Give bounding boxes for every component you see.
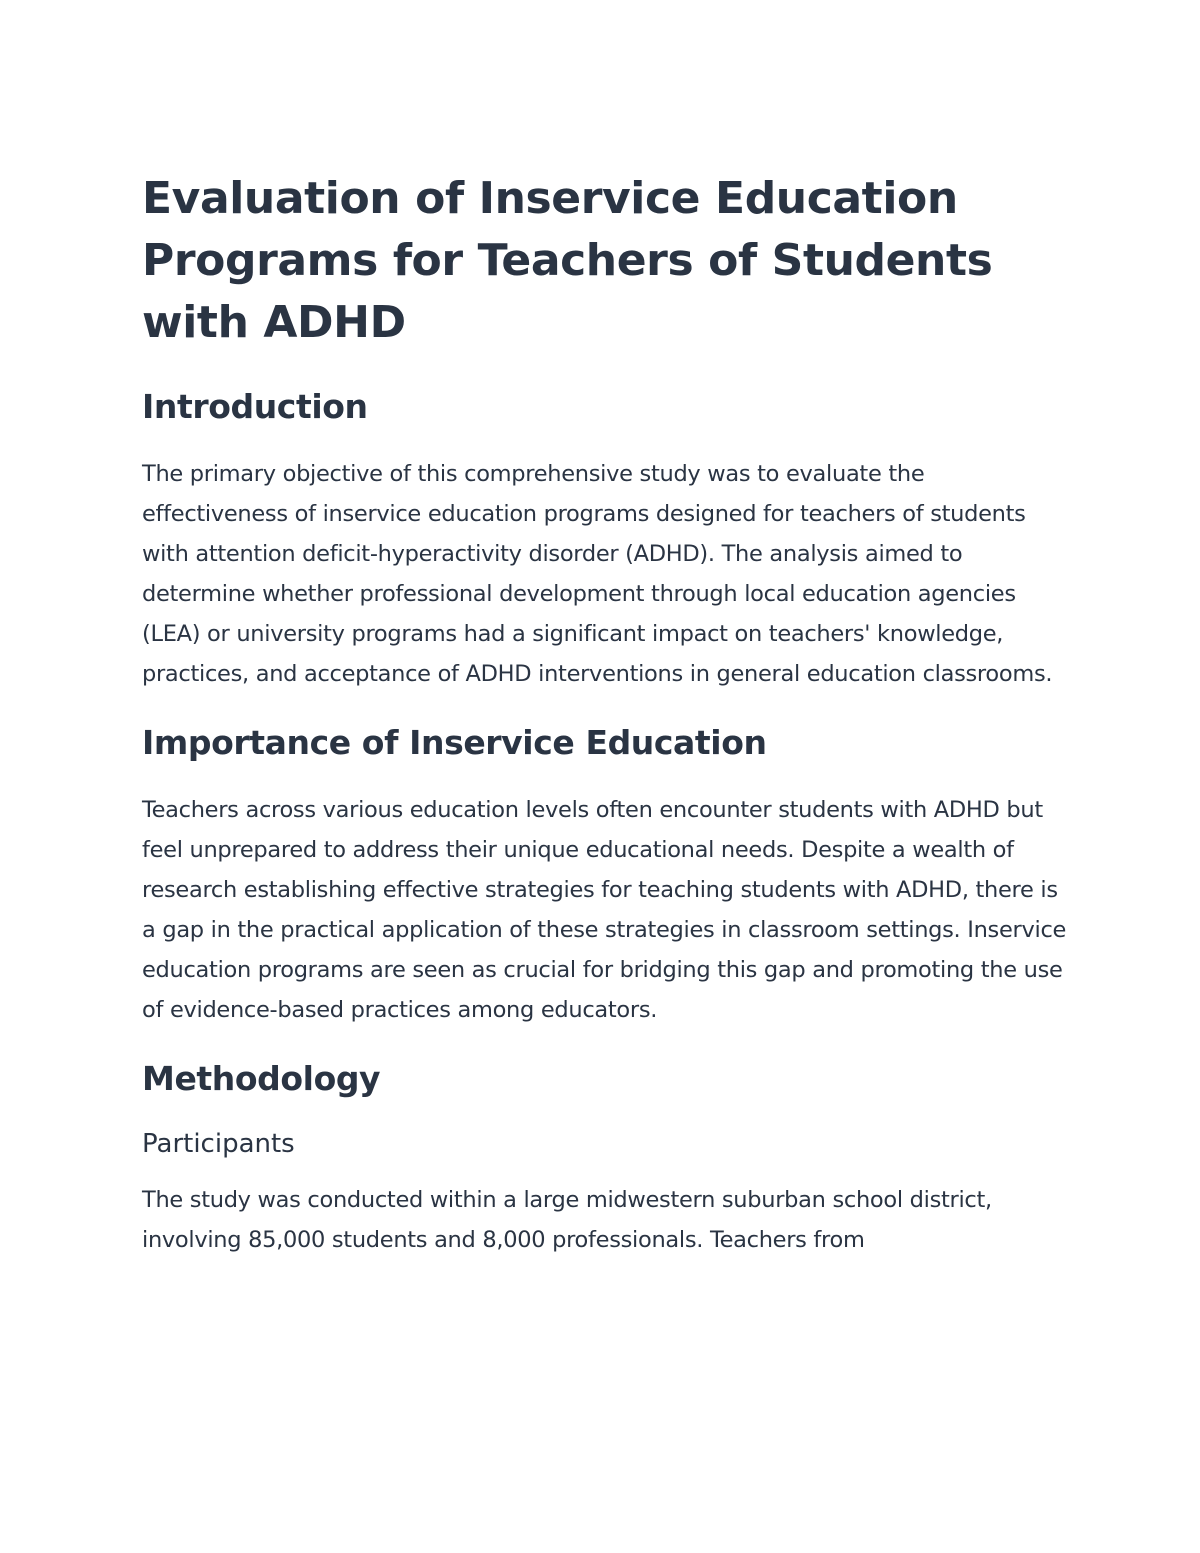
paragraph-introduction: The primary objective of this comprehensive study was to evaluate the effectiveness of inservice education programs designed for teachers of students with attention deficit-hyperactivity disorder (ADHD). The analysis aimed to determine whether professional development through local education agencies (LEA) or university programs had a significant impact on teachers' knowledge, practices, and acceptance of ADHD interventions in general education classrooms. bbox=[142, 461, 1053, 687]
section-heading-introduction: Introduction bbox=[142, 387, 368, 426]
paragraph-importance: Teachers across various education levels often encounter students with ADHD but feel unprepared to address their unique educational needs. Despite a wealth of research establishing effective strategies for teaching students with ADHD, there is a gap in the practical application of these strategies in classroom settings. Inservice education programs are seen as crucial for bridging this gap and promoting the use of evidence-based practices among educators. bbox=[142, 797, 1067, 1023]
section-methodology bbox=[142, 1056, 1072, 1260]
section-introduction bbox=[142, 384, 1072, 694]
document-page bbox=[142, 168, 1072, 1286]
section-heading-methodology: Methodology bbox=[142, 1059, 381, 1098]
section-heading-importance: Importance of Inservice Education bbox=[142, 723, 767, 762]
subheading-participants: Participants bbox=[142, 1129, 295, 1159]
section-importance bbox=[142, 720, 1072, 1030]
document-title: Evaluation of Inservice Education Programs for Teachers of Students with ADHD bbox=[142, 173, 993, 348]
paragraph-participants: The study was conducted within a large midwestern suburban school district, involving 85,000 students and 8,000 professionals. Teachers from bbox=[142, 1187, 992, 1253]
